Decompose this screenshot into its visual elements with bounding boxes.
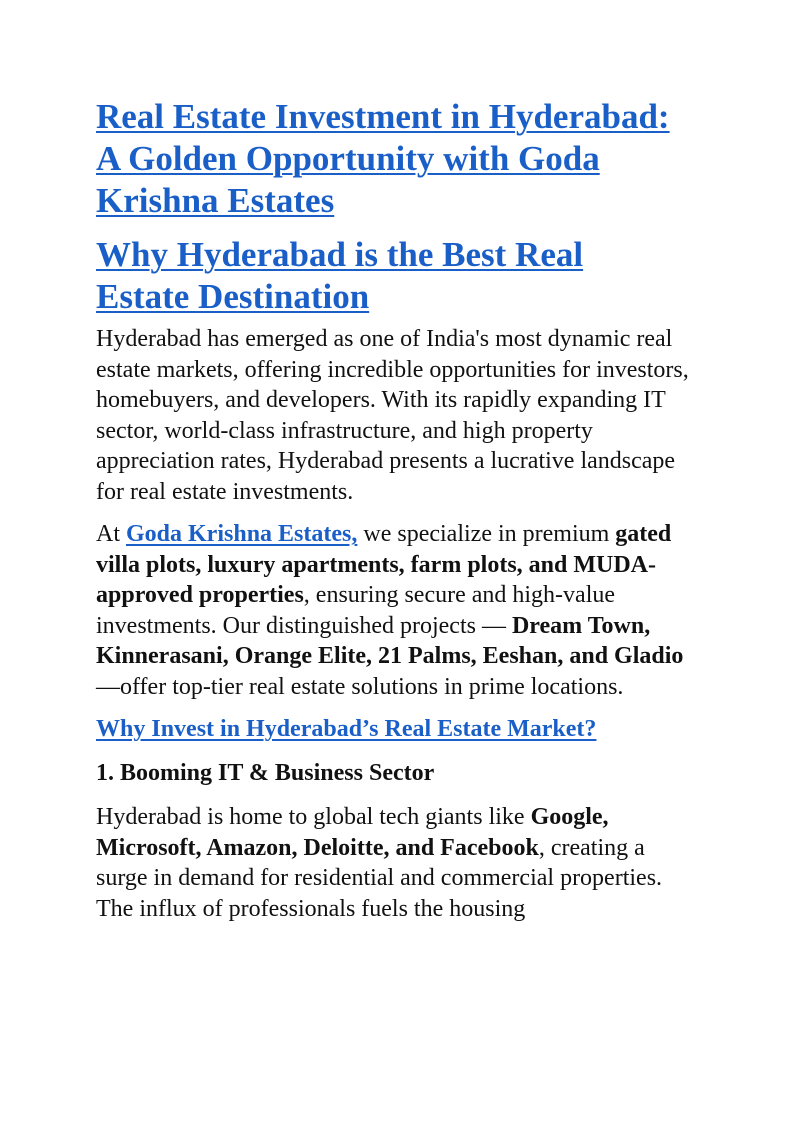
subheading-it-sector: 1. Booming IT & Business Sector bbox=[96, 760, 435, 786]
document-page bbox=[96, 96, 696, 924]
tech-giants-bold: Google, Microsoft, Amazon, Deloitte, and Facebook bbox=[96, 804, 609, 861]
it-paragraph-prefix: Hyderabad is home to global tech giants like bbox=[96, 804, 531, 830]
why-invest-link[interactable]: Why Invest in Hyderabad’s Real Estate Market? bbox=[96, 716, 597, 742]
company-paragraph bbox=[96, 519, 696, 702]
projects-bold: Dream Town, Kinnerasani, Orange Elite, 21 Palms, Eeshan, and Gladio bbox=[96, 612, 684, 669]
goda-krishna-estates-link[interactable]: Goda Krishna Estates, bbox=[126, 521, 358, 547]
it-sector-paragraph bbox=[96, 802, 696, 924]
paragraph-text-1: we specialize in premium bbox=[357, 521, 616, 547]
section-heading-link[interactable]: Why Hyderabad is the Best Real Estate Destination bbox=[96, 235, 584, 316]
paragraph-text-2: , ensuring secure and high-value investments. Our distinguished projects — bbox=[96, 582, 616, 639]
property-types-bold: gated villa plots, luxury apartments, farm plots, and MUDA-approved properties bbox=[96, 521, 672, 608]
section-heading-why-invest[interactable] bbox=[96, 714, 696, 744]
section-heading-best-destination[interactable] bbox=[96, 234, 656, 318]
intro-paragraph: Hyderabad has emerged as one of India's most dynamic real estate markets, offering incredible opportunities for investors, homebuyers, and developers. With its rapidly expanding IT sector, world-class infrastructure, and high property appreciation rates, Hyderabad presents a lucrative landscape for real estate investments. bbox=[96, 326, 689, 505]
title-link[interactable]: Real Estate Investment in Hyderabad: A Golden Opportunity with Goda Krishna Estates bbox=[96, 97, 670, 220]
paragraph-prefix: At bbox=[96, 521, 126, 547]
it-paragraph-suffix: , creating a surge in demand for residential and commercial properties. The influx of professionals fuels the housing bbox=[96, 834, 663, 922]
document-title[interactable] bbox=[96, 96, 671, 222]
paragraph-text-3: —offer top-tier real estate solutions in prime locations. bbox=[96, 673, 624, 700]
